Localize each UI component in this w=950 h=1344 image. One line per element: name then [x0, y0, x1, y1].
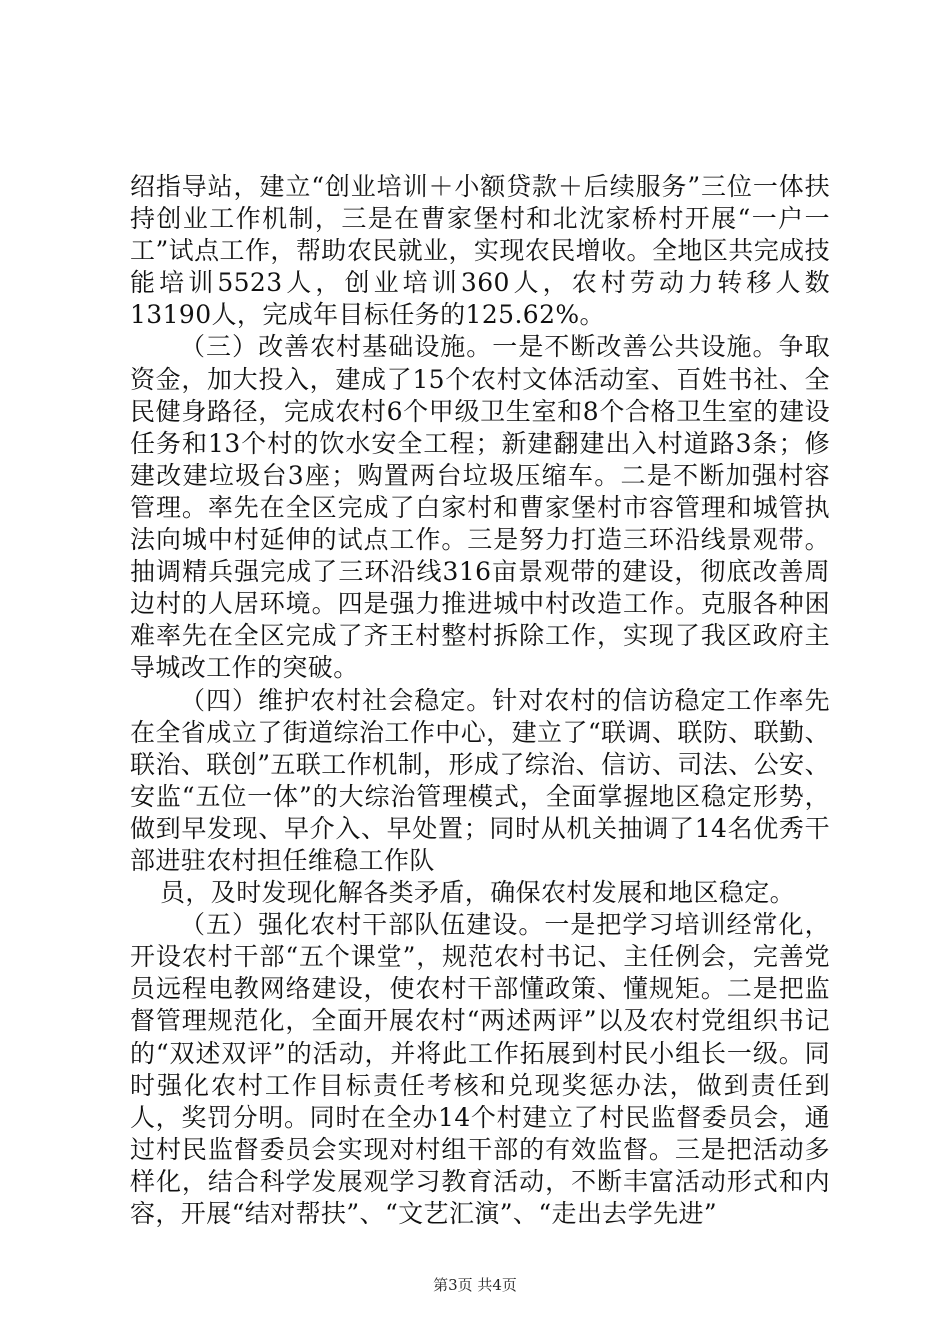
- paragraph-continuation: 绍指导站，建立“创业培训＋小额贷款＋后续服务”三位一体扶持创业工作机制，三是在曹家堡村和北沈家桥村开展“一户一工”试点工作，帮助农民就业，实现农民增收。全地区共完成技能培训5523人，创业培训360人，农村劳动力转移人数13190人，完成年目标任务的125.62%。: [130, 172, 830, 330]
- paragraph-social-stability: （四）维护农村社会稳定。针对农村的信访稳定工作率先在全省成立了街道综治工作中心，建立了“联调、联防、联勤、联治、联创”五联工作机制，形成了综治、信访、司法、公安、安监“五位一体”的大综治管理模式，全面掌握地区稳定形势，做到早发现、早介入、早处置；同时从机关抽调了14名优秀干部进驻农村担任维稳工作队: [130, 685, 830, 875]
- paragraph-rural-infrastructure: （三）改善农村基础设施。一是不断改善公共设施。争取资金，加大投入，建成了15个农村文体活动室、百姓书社、全民健身路径，完成农村6个甲级卫生室和8个合格卫生室的建设任务和13个村的饮水安全工程；新建翻建出入村道路3条；修建改建垃圾台3座；购置两台垃圾压缩车。二是不断加强村容管理。率先在全区完成了白家村和曹家堡村市容管理和城管执法向城中村延伸的试点工作。三是努力打造三环沿线景观带。抽调精兵强完成了三环沿线316亩景观带的建设，彻底改善周边村的人居环境。四是强力推进城中村改造工作。克服各种困难率先在全区完成了齐王村整村拆除工作，实现了我区政府主导城改工作的突破。: [130, 332, 830, 683]
- paragraph-cadre-building: （五）强化农村干部队伍建设。一是把学习培训经常化，开设农村干部“五个课堂”，规范农村书记、主任例会，完善党员远程电教网络建设，使农村干部懂政策、懂规矩。二是把监督管理规范化，全面开展农村“两述两评”以及农村党组织书记的“双述双评”的活动，并将此工作拓展到村民小组长一级。同时强化农村工作目标责任考核和兑现奖惩办法，做到责任到人，奖罚分明。同时在全办14个村建立了村民监督委员会，通过村民监督委员会实现对村组干部的有效监督。三是把活动多样化，结合科学发展观学习教育活动，不断丰富活动形式和内容，开展“结对帮扶”、“文艺汇演”、“走出去学先进”: [130, 910, 830, 1228]
- paragraph-stability-continuation: 员，及时发现化解各类矛盾，确保农村发展和地区稳定。: [160, 878, 796, 908]
- document-body: [130, 171, 830, 1230]
- page-footer: 第3页 共4页: [433, 1276, 517, 1294]
